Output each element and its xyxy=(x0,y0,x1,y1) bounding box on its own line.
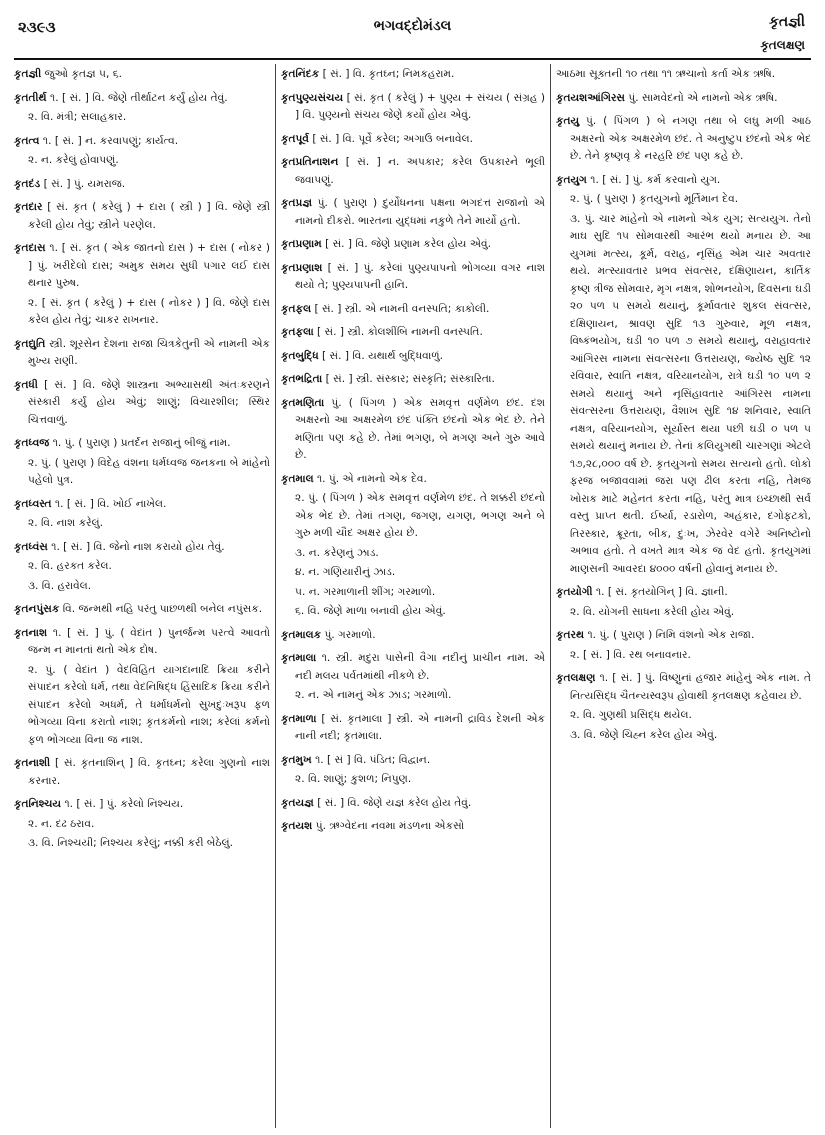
sub-definition: ૨. વિ. શાણું; કુશળ; નિપુણ. xyxy=(295,773,412,785)
sub-definition: ૨. પું. ( પુરાણ ) વિદેહ વંશના ધર્મધ્વજ જનકના બે માંહેનો પહેલો પુત્ર. xyxy=(28,456,270,486)
headword: કૃતયુ xyxy=(556,115,580,127)
guide-word-last: કૃતલક્ષણ xyxy=(760,38,805,52)
definition-text: [ સં. કૃતમાલા ] સ્ત્રી. એ નામની દ્રાવિડ દેશની એક નાની નદી; કૃતમાલા. xyxy=(295,712,545,742)
headword: કૃતદ્યુતિ xyxy=(14,337,46,350)
definition-text: [ સં. ] વિ. કૃતઘ્ન; નિમકહરામ. xyxy=(319,68,455,80)
definition-text: ૧. પું. ( પુરાણ ) નિમિ વંશનો એક રાજા. xyxy=(584,629,755,641)
sub-definition: ૩. પું. ચાર માંહેનો એ નામનો એક યુગ; સત્યયુગ. તેનો માઘ સુદિ ૧૫ સોમવારથી આરંભ થયો મનાય છે. આ યુગમાં મત્સ્ય, કૂર્મ, વરાહ, નૃસિંહ એમ ચાર અવતાર થયે. મત્સ્યાવતાર પ્રભવ સંવત્સર, દક્ષિણાયન, કાર્તિક કૃષ્ણ ત્રીજ સોમવાર, મૃગ નક્ષત્ર, શોભનયોગ, દિવસના ઘડી ૨૦ પળ ૫ સમયે થયાનું, કૂર્માવતાર શુકલ સંવત્સર, દક્ષિણાયન, શ્રાવણ સુદિ ૧૩ ગુરુવાર, મૂળ નક્ષત્ર, વિષ્કંભયોગ, ઘડી ૧૦ પળ ૭ સમયે થયાનું, વરાહાવતાર આંગિરસ નામના સંવત્સરના ઉત્તરાયણ, જ્યેષ્ઠ સુદિ ૧૨ રવિવાર, સ્વાતિ નક્ષત્ર, વરિયાનયોગ, રાત્રે ઘડી ૧૦ પળ ૨ સમયે થયાનું અને નૃસિંહાવતાર આંગિરસ નામના સંવત્સરના ઉત્તરાયણ, વૈશાખ સુદિ ૧૪ શનિવાર, સ્વાતિ નક્ષત્ર, વરિયાનયોગ, સૂર્યાસ્ત થયા પછી ઘડી ૦ પળ ૫ સમયે થયાનું મનાય છે. તેનાં કલિયુગથી ચારગણાં એટલે ૧૭,૨૮,૦૦૦ વર્ષ છે. કૃતયુગનો સમય સત્યનો હતો. લોકો ફરજ બજાવવામાં જરા પણ ઢીલ કરતા નહિ, તેમજ ખોરાક માટે મહેનત કરતા નહિ, પરંતુ માત્ર ઇચ્છાથી સર્વ વસ્તુ પ્રાપ્ત થતી. ઈર્ષ્યા, રડારોળ, અહંકાર, દગોફટકો, તિરસ્કાર, ક્રૂરતા, બીક, દુઃખ, ઝેરવેર વગેરે અનિષ્ટોનો અભાવ હતો. તે વખતે માત્ર એક જ વેદ હતો. કૃતયુગમાં માણસની આવરદા ૪૦૦૦ વર્ષની હોવાનું મનાય છે. xyxy=(570,212,811,575)
definition-text: વિ. જન્મથી નહિ પરંતુ પાછળથી બનેલ નપુંસક. xyxy=(59,603,263,615)
definition-text: [ સં. ] પું. યમરાજ. xyxy=(40,177,126,190)
definition-text: પું. ( પુરાણ ) દુર્યોધનના પક્ષના ભગદત્ત રાજાનો એ નામનો દીકરો. ભારતના યુદ્ધમાં નકુળે તેને માર્યો હતો. xyxy=(295,197,545,227)
dictionary-entry xyxy=(556,670,811,705)
sub-definition: ૨. પું. ( વેદાંત ) વેદવિહિત યાગદાનાદિ ક્રિયા કરીને સંપાદન કરેલો ધર્મ, તથા વેદનિષિદ્ધ હિંસાદિક ક્રિયા કરીને સંપાદન કરેલો અધર્મ, તે ધર્માધર્મનો સુખદુઃખરૂપ ફળ ભોગવ્યા વિના કરાતો નાશ; કૃતકર્મનો નાશ; કરેલાં કર્મનો ફળ ભોગવ્યા વિના જ નાશ. xyxy=(28,663,270,746)
definition-text: ૧. [ સં ] વિ. પંડિત; વિદ્વાન. xyxy=(311,753,431,766)
sub-definition: ૩. વિ. નિશ્ચયી; નિશ્ચય કરેલું; નક્કી કરી બેઠેલું. xyxy=(28,837,233,849)
sub-definition: ૨. પું. ( પિંગળ ) એક સમવૃત્ત વર્ણમેળ છંદ. તે શક્કરી છંદનો એક ભેદ છે. તેમાં તગણ, જગણ, યગણ, ભગણ અને બે ગુરુ મળી ચૌદ અક્ષર હોય છે. xyxy=(295,492,545,539)
dictionary-entry xyxy=(14,755,270,790)
dictionary-entry xyxy=(281,795,545,813)
headword: કૃતપ્રતિનાશન xyxy=(281,156,339,168)
dictionary-entry xyxy=(281,471,545,489)
headword: કૃતયશઆંગિરસ xyxy=(556,91,626,104)
definition-text: જુઓ કૃતજ્ઞ ૫, ૬. xyxy=(41,68,123,80)
dictionary-entry xyxy=(14,240,270,293)
sub-definition: ૨. વિ. નાશ કરેલું. xyxy=(28,517,104,529)
dictionary-entry xyxy=(281,627,545,645)
headword: કૃતપૂર્વ xyxy=(281,132,309,145)
dictionary-entry xyxy=(556,172,811,190)
headword: કૃતત્વ xyxy=(14,134,40,147)
dictionary-entry xyxy=(556,627,811,645)
dictionary-entry xyxy=(14,377,270,430)
definition-text: [ સં. ] વિ. જેણે પ્રણામ કરેલ હોય એવું. xyxy=(321,238,491,250)
definition-text: પું. ગરમાળો. xyxy=(321,628,376,641)
dictionary-entry xyxy=(281,131,545,149)
headword: કૃતદંડ xyxy=(14,177,41,190)
dictionary-entry xyxy=(14,601,270,619)
headword: કૃતપ્રણામ xyxy=(281,238,322,250)
sub-definition: ૨. વિ. યોગની સાધના કરેલી હોય એવું. xyxy=(570,605,735,618)
definition-text: ૧. પું. એ નામનો એક દેવ. xyxy=(313,472,427,485)
column-1 xyxy=(14,66,270,1126)
definition-text: ૧. [ સં. ] પું. કરેલો નિશ્ચય. xyxy=(61,798,184,810)
sub-definition: ૨. [ સં. ] વિ. રથ બનાવનાર. xyxy=(570,648,691,661)
sub-definition: ૨. ન. કરેલું હોવાપણું. xyxy=(28,154,119,166)
column-2 xyxy=(281,66,545,1126)
headword: કૃતપ્રજ્ઞ xyxy=(281,197,313,209)
dictionary-entry xyxy=(281,395,545,465)
definition-text: ૧. [ સં. ] વિ. જેનો નાશ કરાયો હોય તેવું. xyxy=(47,540,225,553)
headword: કૃતયુગ xyxy=(556,173,587,186)
definition-text: ૧. [ સં. કૃતયોગિન્ ] વિ. જ્ઞાની. xyxy=(592,586,728,598)
definition-text: [ સં. ] ન. અપકાર; કરેલ ઉપકારને ભૂલી જવાપણું. xyxy=(295,156,545,186)
guide-word-first: કૃતજ્ઞી xyxy=(769,14,805,30)
page-header xyxy=(0,0,825,74)
definition-text: ૧. [ સં. ] વિ. ખોઈ નાખેલ. xyxy=(51,497,167,510)
definition-text: [ સં. કૃત ( કરેલું ) + પુણ્ય + સંચય ( સંગ્રહ ) ] વિ. પુણ્યનો સંચય જેણે કર્યો હોય એવું. xyxy=(295,91,545,121)
dictionary-entry xyxy=(556,584,811,602)
definition-text: પું. ઋગ્વેદના નવમા મંડળના એકસો xyxy=(312,820,465,832)
sub-definition: ૫. ન. ગરમાળાની શીંગ; ગરમાળો. xyxy=(295,585,436,598)
definition-text: [ સં. ] વિ. યથાર્થ બુદ્ધિવાળું. xyxy=(318,349,443,362)
dictionary-entry xyxy=(281,324,545,342)
definition-text: સ્ત્રી. શૂરસેન દેશના રાજા ચિત્રકેતુની એ નામની એક મુખ્ય રાણી. xyxy=(28,337,270,367)
headword: કૃતનિશ્ચય xyxy=(14,798,62,810)
dictionary-entry xyxy=(281,154,545,189)
dictionary-entry xyxy=(14,336,270,371)
definition-text: ૧. [ સં. ] વિ. જેણે તીર્થાટન કર્યું હોય તેવું. xyxy=(46,91,228,104)
headword: કૃતમણિતા xyxy=(281,396,325,409)
headword: કૃતમાલ xyxy=(281,472,314,485)
definition-text: ૧. પું. ( પુરાણ ) પ્રતર્દન રાજાનું બીજું નામ. xyxy=(49,437,231,449)
dictionary-entry xyxy=(281,236,545,254)
definition-text: [ સં. કૃત ( કરેલું ) + દારા ( સ્ત્રી ) ] વિ. જેણે સ્ત્રી કરેલી હોય તેવું; સ્ત્રીને પરણેલ. xyxy=(28,201,270,231)
headword: કૃતયજ્ઞ xyxy=(281,796,314,809)
dictionary-entry xyxy=(281,66,545,84)
definition-text: [ સં. ] સ્ત્રી. એ નામની વનસ્પતિ; કાકોલી. xyxy=(311,302,490,315)
dictionary-entry xyxy=(281,711,545,746)
headword: કૃતયોગી xyxy=(556,586,593,598)
definition-text: [ સં. ] પું. કરેલાં પુણ્યપાપનો ભોગવ્યા વગર નાશ થયો તે; પુણ્યપાપની હાનિ. xyxy=(295,261,545,291)
header-rule xyxy=(14,58,811,60)
dictionary-entry xyxy=(281,90,545,125)
sub-definition: ૨. વિ. મંત્રી; સલાહકાર. xyxy=(28,111,127,123)
sub-definition: ૩. ન. કરેણનું ઝાડ. xyxy=(295,546,379,559)
dictionary-entry xyxy=(281,752,545,770)
definition-text: ૧. [ સં. ] પું. ( વેદાંત ) પુનર્જન્મ પરત્વે આવતો જન્મ ન માનતાં થતો એક દોષ. xyxy=(28,626,270,656)
sub-definition: ૬. વિ. જેણે માળા બનાવી હોય એવું. xyxy=(295,605,446,617)
headword: કૃતનિંદક xyxy=(281,68,320,80)
headword: કૃતધ્વંસ xyxy=(14,540,48,553)
dictionary-entry xyxy=(14,625,270,660)
dictionary-entry xyxy=(556,90,811,108)
headword: કૃતલક્ષણ xyxy=(556,672,596,684)
definition-text: પું. ( પિંગળ ) બે નગણ તથા બે લઘુ મળી આઠ અક્ષરનો એક અક્ષરમેળ છંદ. તે અનુષ્ટુપ છંદનો એક ભેદ છે. તેને કૃષ્ણવૃ કે નરહરિ છંદ પણ કહે છે. xyxy=(570,115,811,162)
continued-definition: આઠમા સૂક્તની ૧૦ તથા ૧૧ ઋચાનો કર્તા એક ઋષિ. xyxy=(556,68,776,80)
dictionary-entry xyxy=(281,348,545,366)
headword: કૃતદાર xyxy=(14,201,43,213)
headword: કૃતધ્વજ xyxy=(14,437,50,449)
dictionary-entry xyxy=(281,818,545,836)
dictionary-entry xyxy=(556,113,811,166)
headword: કૃતધ્વસ્ત xyxy=(14,497,52,510)
dictionary-entry xyxy=(281,301,545,319)
headword: કૃતબુદ્ધિ xyxy=(281,349,319,362)
dictionary-entry xyxy=(14,435,270,453)
definition-text: [ સં. ] વિ. જેણે શાસ્ત્રના અભ્યાસથી અંતઃકરણને સંસ્કારી કર્યું હોય એવું; શાણું; વિચારશીલ; સ્થિર ચિત્તવાળું. xyxy=(28,378,270,426)
definition-text: ૧. સ્ત્રી. મદુરા પાસેની વૈગા નદીનું પ્રાચીન નામ. એ નદી મલય પર્વતમાંથી નીકળે છે. xyxy=(295,652,545,682)
dictionary-entry xyxy=(14,796,270,814)
dictionary-entry xyxy=(14,133,270,151)
sub-definition: ૨. વિ. હરકત કરેલ. xyxy=(28,560,112,572)
headword: કૃતપ્રણાશ xyxy=(281,261,323,274)
headword: કૃતપુણ્યસંચય xyxy=(281,91,344,104)
headword: કૃતફલા xyxy=(281,326,314,338)
definition-text: પું. ( પિંગળ ) એક સમવૃત્ત વર્ણમેળ છંદ. દશ અક્ષરનો આ અક્ષરમેળ છંદ પંક્તિ છંદનો એક ભેદ છે. તેને મણિતા પણ કહે છે. તેમાં ભગણ, બે મગણ અને ગુરુ આવે છે. xyxy=(295,396,545,461)
dictionary-entry xyxy=(281,195,545,230)
definition-text: [ સં. ] વિ. જેણે યજ્ઞ કરેલ હોય તેવું. xyxy=(313,796,472,809)
headword: કૃતધી xyxy=(14,378,38,391)
headword: કૃતભદ્રિતા xyxy=(281,373,323,385)
headword: કૃતયશ xyxy=(281,820,313,832)
column-divider xyxy=(275,64,276,1128)
definition-text: ૧. [ સં. ] પું. કર્મ કરવાનો યુગ. xyxy=(586,173,721,186)
definition-text: ૧. [ સં. ] ન. કરવાપણું; કાર્યત્વ. xyxy=(39,134,179,147)
dictionary-entry xyxy=(281,371,545,389)
page-number: ૨૩૯૩ xyxy=(18,18,56,36)
sub-definition: ૨. વિ. ગુણથી પ્રસિદ્ધ થયેલ. xyxy=(570,709,692,721)
sub-definition: ૩. વિ. હરાવેલ. xyxy=(28,579,92,592)
dictionary-entry xyxy=(14,199,270,234)
sub-definition: ૪. ન. ગણિયારીનું ઝાડ. xyxy=(295,566,396,578)
sub-definition: ૨. [ સં. કૃત ( કરેલું ) + દાસ ( નોકર ) ] વિ. જેણે દાસ કરેલ હોય તેવું; ચાકર રાખનાર. xyxy=(28,296,270,326)
sub-definition: ૨. ન. દઢ ઠરાવ. xyxy=(28,817,95,830)
definition-text: [ સં. ] સ્ત્રી. કોલશીંબિ નામની વનસ્પતિ. xyxy=(313,326,483,338)
dictionary-entry xyxy=(14,496,270,514)
definition-text: ૧. [ સં. કૃત ( એક જાતનો દાસ ) + દાસ ( નોકર ) ] પું. ખરીદેલો દાસ; અમુક સમય સુધી પગાર લઈ દાસ થનાર પુરુષ. xyxy=(28,242,270,289)
definition-text: [ સં. ] વિ. પૂર્વે કરેલ; અગાઉ બનાવેલ. xyxy=(308,132,473,145)
dictionary-entry xyxy=(281,650,545,685)
dictionary-entry xyxy=(14,176,270,194)
sub-definition: ૨. પું. ( પુરાણ ) કૃતયુગનો મૂર્તિમાન દેવ. xyxy=(570,193,739,205)
dictionary-entry xyxy=(14,66,270,84)
headword: કૃતફલ xyxy=(281,302,312,315)
headword: કૃતનાશ xyxy=(14,626,48,639)
dictionary-entry xyxy=(14,539,270,557)
dictionary-entry xyxy=(281,260,545,295)
headword: કૃતતીર્થ xyxy=(14,91,47,104)
headword: કૃતનાશી xyxy=(14,757,51,769)
sub-definition: ૨. ન. એ નામનું એક ઝાડ; ગરમાળો. xyxy=(295,689,452,701)
headword: કૃતદાસ xyxy=(14,242,46,254)
headword: કૃતરથ xyxy=(556,629,585,641)
sub-definition: ૩. વિ. જેણે ચિહ્ન કરેલ હોય એવું. xyxy=(570,728,718,741)
headword: કૃતમાલા xyxy=(281,652,317,664)
column-3 xyxy=(556,66,811,1126)
definition-text: [ સં. ] સ્ત્રી. સંસ્કાર; સંસ્કૃતિ; સંસ્કારિતા. xyxy=(322,373,495,385)
definition-text: પું. સામવેદનો એ નામનો એક ઋષિ. xyxy=(625,91,778,104)
column-divider xyxy=(550,64,551,1128)
headword: કૃતમુખ xyxy=(281,753,312,766)
definition-text: [ સં. કૃતનાશિન્ ] વિ. કૃતઘ્ન; કરેલા ગુણનો નાશ કરનાર. xyxy=(28,757,270,787)
headword: કૃતનપુંસક xyxy=(14,603,60,615)
page-title: ભગવદ્દોમંડલ xyxy=(373,18,452,34)
headword: કૃતમાલક xyxy=(281,628,322,641)
headword: કૃતજ્ઞી xyxy=(14,68,42,80)
headword: કૃતમાળા xyxy=(281,712,317,725)
dictionary-entry xyxy=(14,90,270,108)
definition-text: ૧. [ સં. ] પું. વિષ્ણુનાં હજાર માંહેનું એક નામ. તે નિત્યસિદ્ધ ચૈતન્યસ્વરૂપ હોવાથી કૃતલક્ષણ કહેવાય છે. xyxy=(570,672,811,702)
